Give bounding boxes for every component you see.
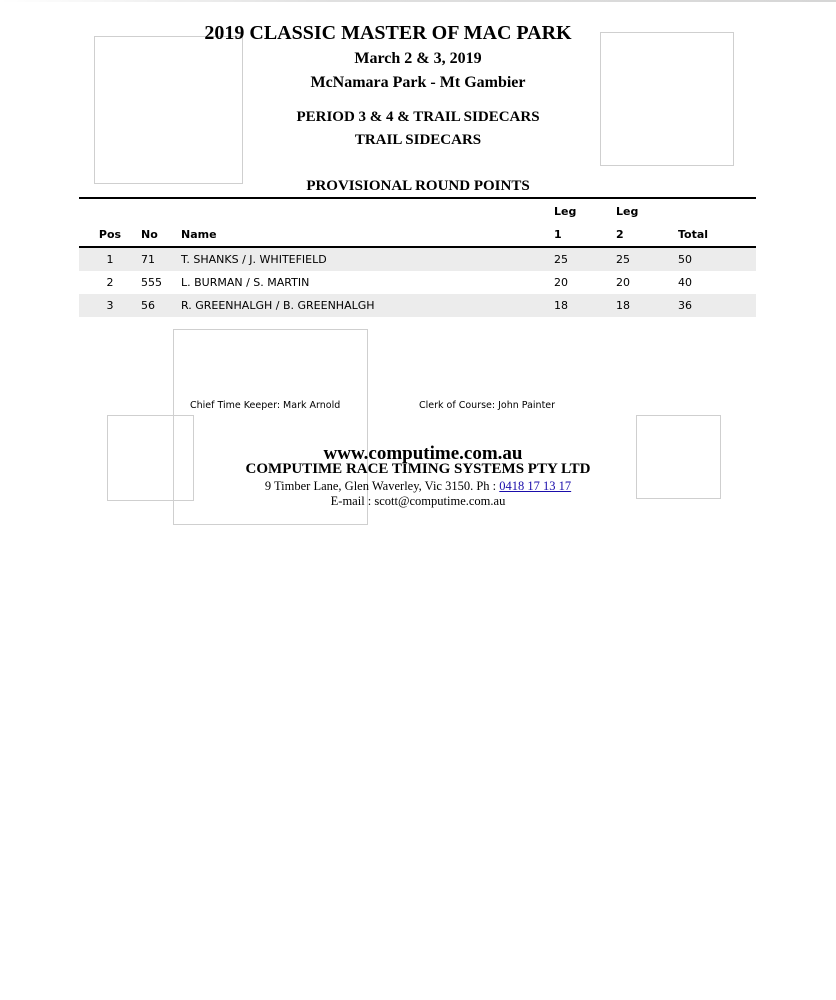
company-address — [0, 479, 836, 494]
header-leg2-bottom: 2 — [616, 228, 624, 241]
header-row-bottom — [79, 223, 756, 247]
address-text: 9 Timber Lane, Glen Waverley, Vic 3150. Ph : — [264, 479, 500, 493]
header-name: Name — [181, 228, 217, 241]
event-title: 2019 CLASSIC MASTER OF MAC PARK — [204, 22, 572, 44]
row-total: 36 — [678, 294, 756, 317]
header-leg2-top: Leg — [616, 205, 639, 218]
header-leg1-bottom: 1 — [554, 228, 562, 241]
class-subtitle: TRAIL SIDECARS — [354, 132, 482, 148]
row-no: 71 — [141, 247, 181, 271]
row-no: 555 — [141, 276, 162, 289]
results-table — [79, 200, 756, 317]
row-name: R. GREENHALGH / B. GREENHALGH — [181, 294, 554, 317]
row-leg2: 18 — [616, 294, 678, 317]
phone-link[interactable]: 0418 17 13 17 — [499, 479, 572, 493]
company-email: E-mail : scott@computime.com.au — [330, 494, 506, 508]
table-row — [79, 271, 756, 294]
header-pos: Pos — [98, 228, 122, 241]
event-date: March 2 & 3, 2019 — [354, 50, 482, 67]
row-leg1: 20 — [554, 276, 568, 289]
row-total: 40 — [678, 276, 692, 289]
row-total: 50 — [678, 247, 756, 271]
header-rule — [79, 197, 756, 199]
chief-time-keeper: Chief Time Keeper: Mark Arnold — [190, 400, 341, 411]
row-pos: 2 — [106, 276, 114, 289]
report-title: PROVISIONAL ROUND POINTS — [306, 178, 530, 194]
event-venue: McNamara Park - Mt Gambier — [310, 74, 526, 91]
row-name: L. BURMAN / S. MARTIN — [181, 276, 310, 289]
clerk-of-course: Clerk of Course: John Painter — [419, 400, 556, 411]
row-name: T. SHANKS / J. WHITEFIELD — [181, 247, 554, 271]
row-leg1: 18 — [554, 294, 616, 317]
header-total: Total — [678, 228, 709, 241]
row-leg2: 20 — [616, 276, 630, 289]
table-row — [79, 294, 756, 317]
row-no: 56 — [141, 294, 181, 317]
header-row-top — [79, 200, 756, 223]
header-no: No — [141, 228, 158, 241]
row-pos: 1 — [79, 247, 141, 271]
table-row — [79, 247, 756, 271]
row-leg1: 25 — [554, 247, 616, 271]
top-border — [0, 0, 836, 2]
row-pos: 3 — [79, 294, 141, 317]
class-title: PERIOD 3 & 4 & TRAIL SIDECARS — [296, 109, 540, 125]
website-text: www.computime.com.au — [323, 443, 523, 464]
header-leg1-top: Leg — [554, 205, 577, 218]
company-name: COMPUTIME RACE TIMING SYSTEMS PTY LTD — [245, 461, 591, 477]
row-leg2: 25 — [616, 247, 678, 271]
